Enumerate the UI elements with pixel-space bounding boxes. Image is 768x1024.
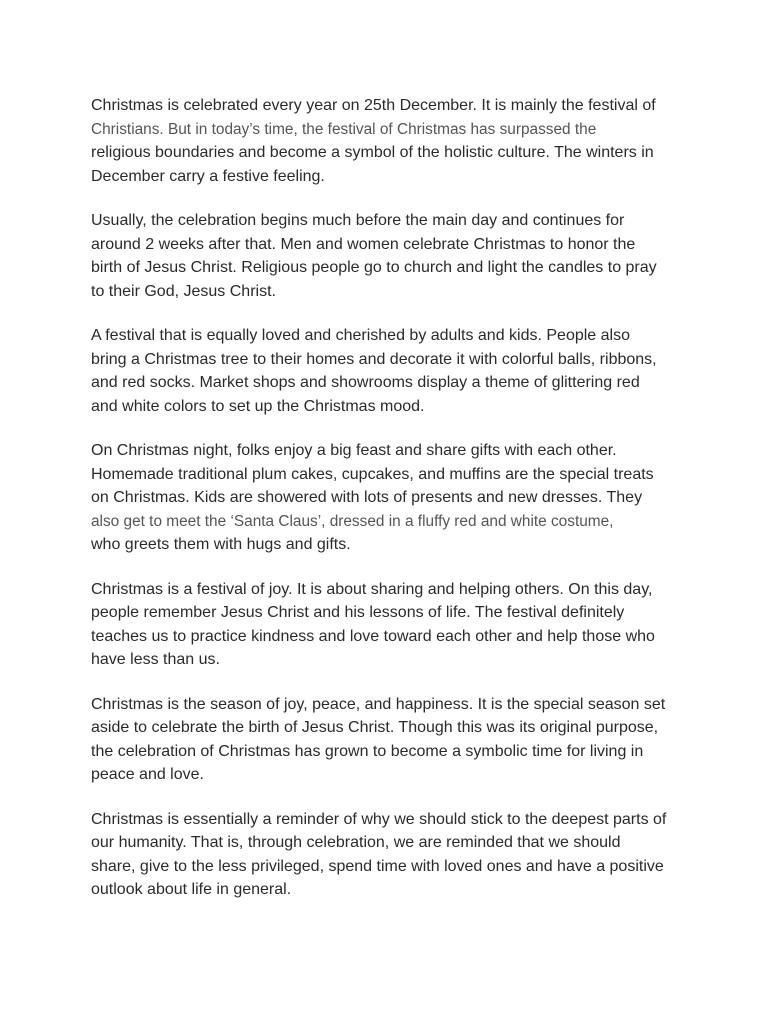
text-line: birth of Jesus Christ. Religious people go to church and light the candles to pray (91, 259, 657, 276)
text-line: our humanity. That is, through celebration, we are reminded that we should (91, 834, 621, 851)
text-line: Usually, the celebration begins much before the main day and continues for (91, 212, 625, 229)
paragraph (91, 439, 691, 557)
text-line: around 2 weeks after that. Men and women celebrate Christmas to honor the (91, 235, 636, 253)
paragraph (91, 693, 691, 787)
text-line: Christmas is essentially a reminder of why we should stick to the deepest parts of (91, 810, 667, 828)
text-line: Christians. But in today’s time, the festival of Christmas has surpassed the (91, 120, 597, 138)
text-line: who greets them with hugs and gifts. (91, 536, 351, 553)
paragraph (91, 324, 691, 418)
paragraph (91, 94, 691, 188)
text-line: on Christmas. Kids are showered with lots of presents and new dresses. They (91, 489, 643, 506)
text-line: Homemade traditional plum cakes, cupcakes, and muffins are the special treats (91, 465, 654, 483)
text-line: Christmas is celebrated every year on 25th December. It is mainly the festival of (91, 97, 656, 114)
paragraph (91, 209, 691, 303)
text-line: to their God, Jesus Christ. (91, 282, 276, 300)
text-line: the celebration of Christmas has grown to become a symbolic time for living in (91, 742, 644, 760)
text-line: December carry a festive feeling. (91, 167, 325, 185)
text-line: and red socks. Market shops and showrooms display a theme of glittering red (91, 374, 640, 391)
text-line: A festival that is equally loved and cherished by adults and kids. People also (91, 327, 630, 344)
text-line: Christmas is a festival of joy. It is about sharing and helping others. On this day, (91, 580, 653, 598)
text-line: On Christmas night, folks enjoy a big feast and share gifts with each other. (91, 442, 617, 459)
paragraph (91, 808, 691, 902)
text-line: bring a Christmas tree to their homes and decorate it with colorful balls, ribbons, (91, 350, 657, 368)
paragraph (91, 578, 691, 672)
text-line: also get to meet the ‘Santa Claus’, dressed in a fluffy red and white costume, (91, 512, 614, 530)
text-line: Christmas is the season of joy, peace, and happiness. It is the special season set (91, 695, 666, 713)
text-line: aside to celebrate the birth of Jesus Christ. Though this was its original purpose, (91, 719, 659, 736)
text-line: peace and love. (91, 766, 204, 783)
text-line: people remember Jesus Christ and his lessons of life. The festival definitely (91, 604, 625, 621)
text-line: share, give to the less privileged, spend time with loved ones and have a positive (91, 857, 664, 875)
text-line: teaches us to practice kindness and love toward each other and help those who (91, 627, 655, 645)
text-line: religious boundaries and become a symbol of the holistic culture. The winters in (91, 144, 654, 161)
text-line: outlook about life in general. (91, 881, 292, 898)
document-body (91, 94, 691, 923)
text-line: have less than us. (91, 651, 220, 668)
text-line: and white colors to set up the Christmas mood. (91, 397, 425, 415)
